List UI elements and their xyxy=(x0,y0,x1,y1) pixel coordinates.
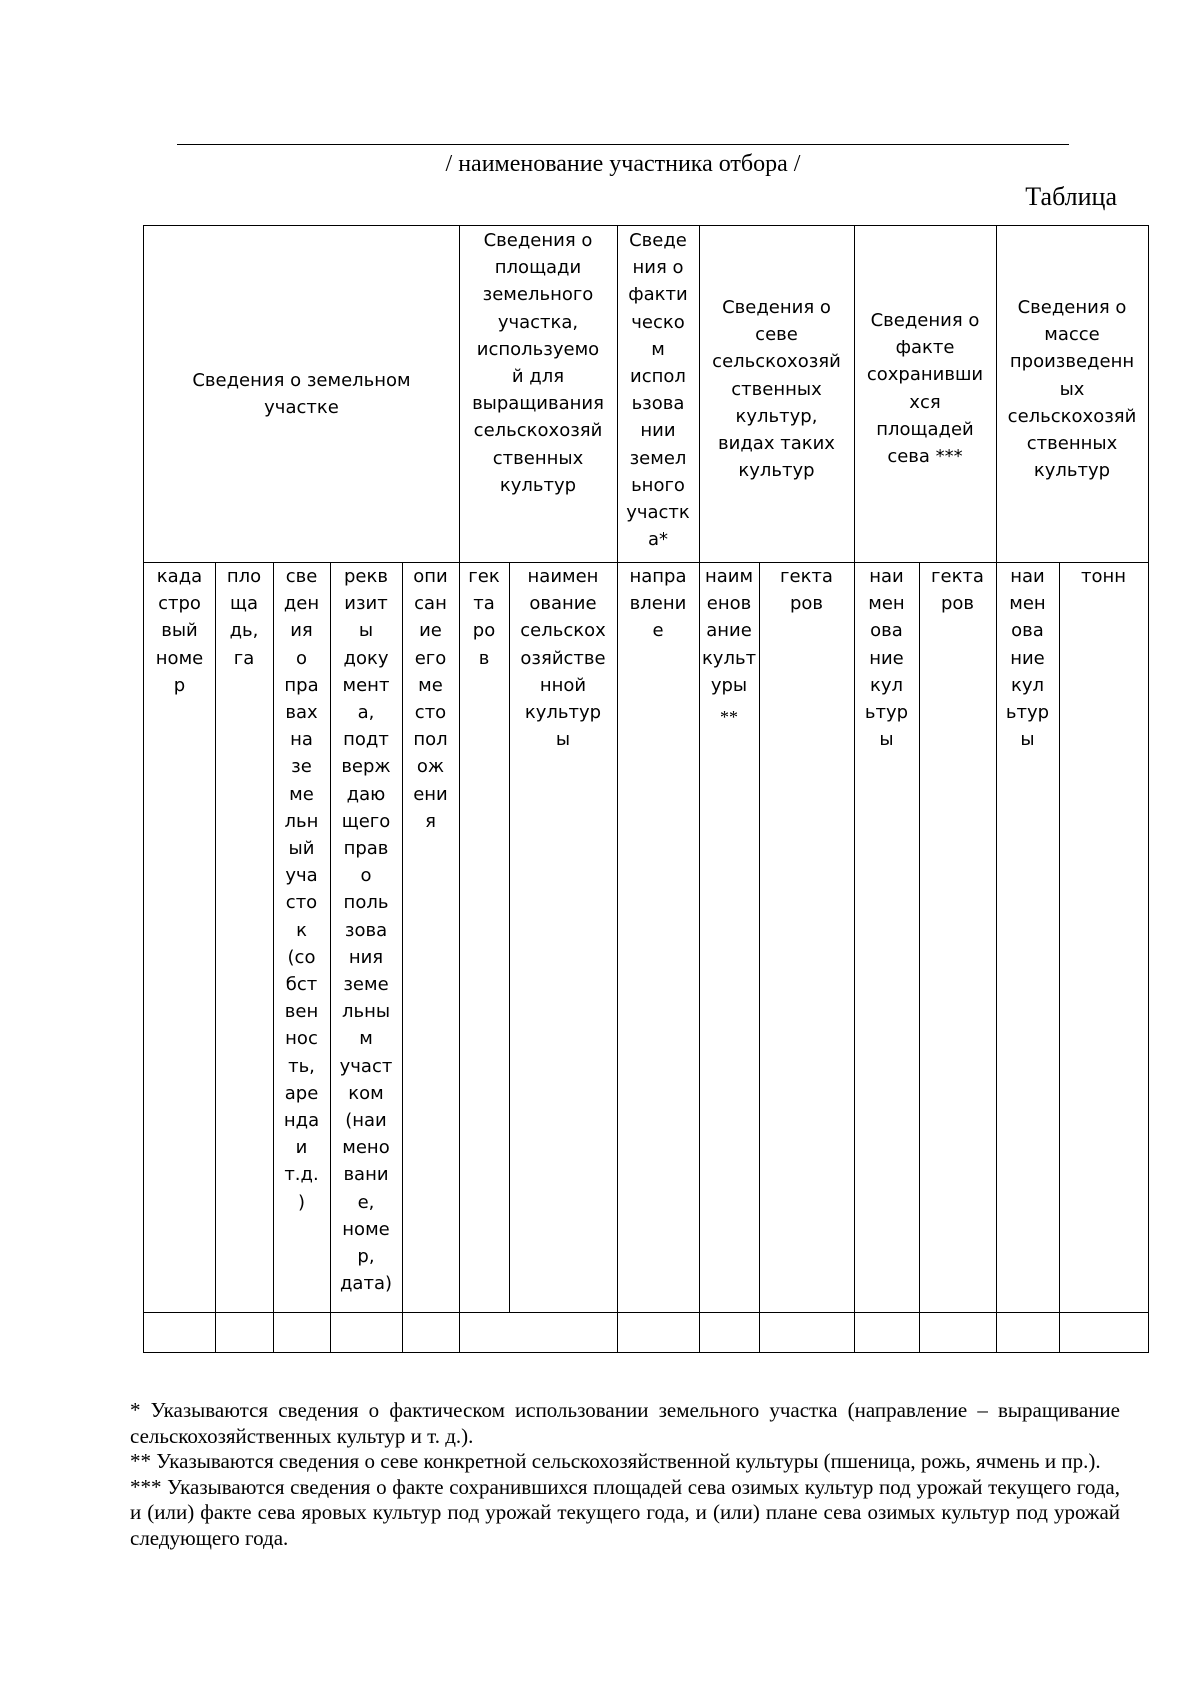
col-divider xyxy=(215,562,216,1352)
sub-header-crop-name-2 xyxy=(699,563,759,735)
sub-header-rights: све ден ия о пра вах на зе ме льн ый уча сто к (со бст вен нос ть, аре нда и т.д. ) xyxy=(283,566,320,1213)
sub-header-tons: тонн xyxy=(1080,566,1127,587)
sub-header-crop-name-3: наи мен ова ние кул ьтур ы xyxy=(864,566,909,751)
group-header-actual-use: Сведе ния о факти ческо м испол ьзова нии земел ьного участк а* xyxy=(626,230,690,551)
sub-header-hectares-2: гекта ров xyxy=(780,566,833,615)
group-header-land-plot-text: Сведения о земельном участке xyxy=(192,369,411,418)
group-header-preserved: Сведения о факте сохранивши хся площадей сева *** xyxy=(866,310,984,468)
sub-header-hectares-3: гекта ров xyxy=(931,566,984,615)
col-divider xyxy=(1059,562,1060,1352)
sub-header-hectares-1: гек та ро в xyxy=(468,566,500,669)
sub-header-direction: напра влени е xyxy=(629,566,687,642)
empty-data-row xyxy=(144,1313,1148,1351)
sub-header-document: рекв изит ы доку мент а, подт верж даю щего прав о поль зова ния земе льны м участ ком (наи мено вани е, номе р, дата) xyxy=(339,566,393,1295)
footnote-3: *** Указываются сведения о факте сохранившихся площадей сева озимых культур под урожай текущего года, и (или) факте сева яровых культур под урожай текущего года, и (или) плане сева озимых культур под урожай следующего года. xyxy=(130,1474,1120,1550)
sub-header-crop-name-4: наи мен ова ние кул ьтур ы xyxy=(1005,566,1050,751)
group-header-land-plot xyxy=(144,226,459,562)
sub-header-location: опи сан ие его ме сто пол ож ени я xyxy=(413,566,448,832)
data-table xyxy=(143,225,1149,1353)
table-label: Таблица xyxy=(1025,182,1117,211)
sub-header-cadastral: када стро вый номе р xyxy=(155,566,204,696)
signature-line xyxy=(177,144,1069,145)
sub-header-crop-name-1: наимен ование сельскох озяйстве нной культур ы xyxy=(520,566,606,751)
col-divider xyxy=(919,562,920,1352)
group-header-mass: Сведения о массе произведенн ых сельскохозяй ственных культур xyxy=(1007,297,1137,482)
group-header-sowing: Сведения о севе сельскохозяй ственных культур, видах таких культур xyxy=(712,297,841,482)
footnote-1: * Указываются сведения о фактическом использовании земельного участка (направление – выращивание сельскохозяйственных культур и т. д.). xyxy=(130,1398,1120,1448)
col-divider xyxy=(759,562,760,1352)
group-header-area-used: Сведения о площади земельного участка, используемо й для выращивания сельскохозяй ственных культур xyxy=(472,230,604,496)
sub-header-crop-name-2-text: наим енов ание культ уры xyxy=(701,566,757,696)
participant-name-caption: / наименование участника отбора / xyxy=(445,151,801,177)
sub-header-area-ha: пло ща дь, га xyxy=(226,566,262,669)
sub-header-crop-name-2-mark: ** xyxy=(720,707,738,728)
footnote-2: ** Указываются сведения о севе конкретной сельскохозяйственной культуры (пшеница, рожь, ячмень и пр.). xyxy=(130,1449,1101,1473)
footnotes xyxy=(130,1398,1120,1551)
